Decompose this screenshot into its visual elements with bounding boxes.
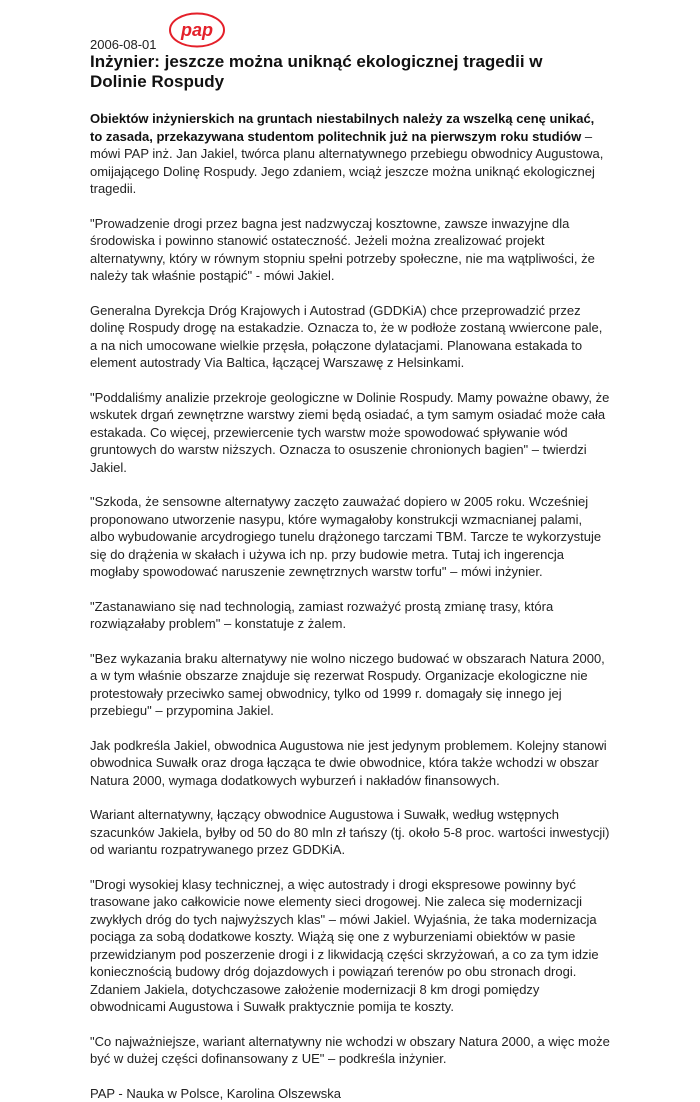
paragraph: "Szkoda, że sensowne alternatywy zaczęto zauważać dopiero w 2005 roku. Wcześniej proponowano utworzenie nasypu, które wymagałoby konstrukcji wzmacnianej palami, albo wybudowanie arcydrogiego tunelu drążonego tarczami TBM. Tarcze te wykorzystuje się do drążenia w skałach i używa ich np. przy budowie metra. Tutaj ich ingerencja mogłaby spowodować naruszenie zewnętrznych warstw torfu" – mówi inżynier. [90, 494, 602, 579]
paragraph: "Bez wykazania braku alternatywy nie wolno niczego budować w obszarach Natura 2000, a w tym właśnie obszarze znajduje się rezerwat Rospudy. Organizacje ekologiczne nie protestowały przeciwko samej obwodnicy, tylko od 1999 r. domagały się innego jej przebiegu" – przypomina Jakiel. [90, 650, 605, 718]
paragraph: "Zastanawiano się nad technologią, zamiast rozważyć prostą zmianę trasy, która rozwiązałaby problem" – konstatuje z żalem. [90, 598, 554, 631]
article-lead-rest: – mówi PAP inż. Jan Jakiel, twórca planu alternatywnego przebiegu obwodnicy Augustowa, omijającego Dolinę Rospudy. Jego zdaniem, wciąż jeszcze można uniknąć ekologicznej tragedii. [90, 128, 604, 196]
article-lead-bold: Obiektów inżynierskich na gruntach niestabilnych należy za wszelką cenę unikać, to zasada, przekazywana studentom politechnik już na pierwszym roku studiów [90, 111, 595, 144]
paragraph: Generalna Dyrekcja Dróg Krajowych i Autostrad (GDDKiA) chce przeprowadzić przez dolinę Rospudy drogę na estakadzie. Oznacza to, że w podłoże zostaną wwiercone pale, a na nich umocowane wielkie przęsła, połączone dylatacjami. Planowana estakada to element autostrady Via Baltica, łączącej Warszawę z Helsinkami. [90, 302, 603, 370]
paragraph: "Co najważniejsze, wariant alternatywny nie wchodzi w obszary Natura 2000, a więc może być w dużej części dofinansowany z UE" – podkreśla inżynier. [90, 1033, 610, 1066]
pap-logo-text: pap [180, 20, 214, 40]
pap-logo-icon [169, 12, 225, 48]
article-header [90, 10, 610, 52]
article-source: PAP - Nauka w Polsce, Karolina Olszewska [90, 1085, 341, 1101]
paragraph: Wariant alternatywny, łączący obwodnice Augustowa i Suwałk, według wstępnych szacunków Jakiela, byłby od 50 do 80 mln zł tańszy (tj. około 5-8 proc. wartości inwestycji) od wariantu rozpatrywanego przez GDDKiA. [90, 807, 610, 857]
paragraph: "Drogi wysokiej klasy technicznej, a więc autostrady i drogi ekspresowe powinny być trasowane jako całkowicie nowe elementy sieci drogowej. Nie zaleca się modernizacji zwykłych dróg do tych najwyższych klas" – mówi Jakiel. Wyjaśnia, że taka modernizacja pociąga za sobą dodatkowe koszty. Wiążą się one z wyburzeniami obiektów w pasie przewidzianym pod poszerzenie drogi i z likwidacją części skrzyżowań, a co za tym idzie koniecznością budowy dróg dojazdowych i powiązań terenów po obu stronach drogi. Zdaniem Jakiela, dotychczasowe założenie modernizacji 8 km drogi pomiędzy obwodnicami Augustowa i Suwałk praktycznie pomija te koszty. [90, 876, 599, 1014]
article-date: 2006-08-01 [90, 37, 157, 52]
article [90, 10, 610, 1102]
article-title: Inżynier: jeszcze można uniknąć ekologicznej tragedii w Dolinie Rospudy [90, 52, 543, 91]
article-lead [90, 110, 610, 198]
paragraph: "Poddaliśmy analizie przekroje geologiczne w Dolinie Rospudy. Mamy poważne obawy, że wskutek drgań zewnętrzne warstwy ziemi będą osiadać, a tym samym osiadać może cała estakada. Co więcej, przewiercenie tych warstw może spowodować spływanie wód gruntowych do warstw niższych. Oznacza to osuszenie chronionych bagien" – twierdzi Jakiel. [90, 389, 610, 475]
paragraph: "Prowadzenie drogi przez bagna jest nadzwyczaj kosztowne, zawsze inwazyjne dla środowiska i powinno stanowić ostateczność. Jeżeli można zrealizować projekt alternatywny, który w równym stopniu spełni potrzeby społeczne, nie ma wątpliwości, że należy tak właśnie postąpić" - mówi Jakiel. [90, 215, 595, 283]
paragraph: Jak podkreśla Jakiel, obwodnica Augustowa nie jest jedynym problemem. Kolejny stanowi obwodnica Suwałk oraz droga łącząca te dwie obwodnice, która także wchodzi w obszar Natura 2000, wymaga dodatkowych wyburzeń i nakładów finansowych. [90, 737, 607, 788]
